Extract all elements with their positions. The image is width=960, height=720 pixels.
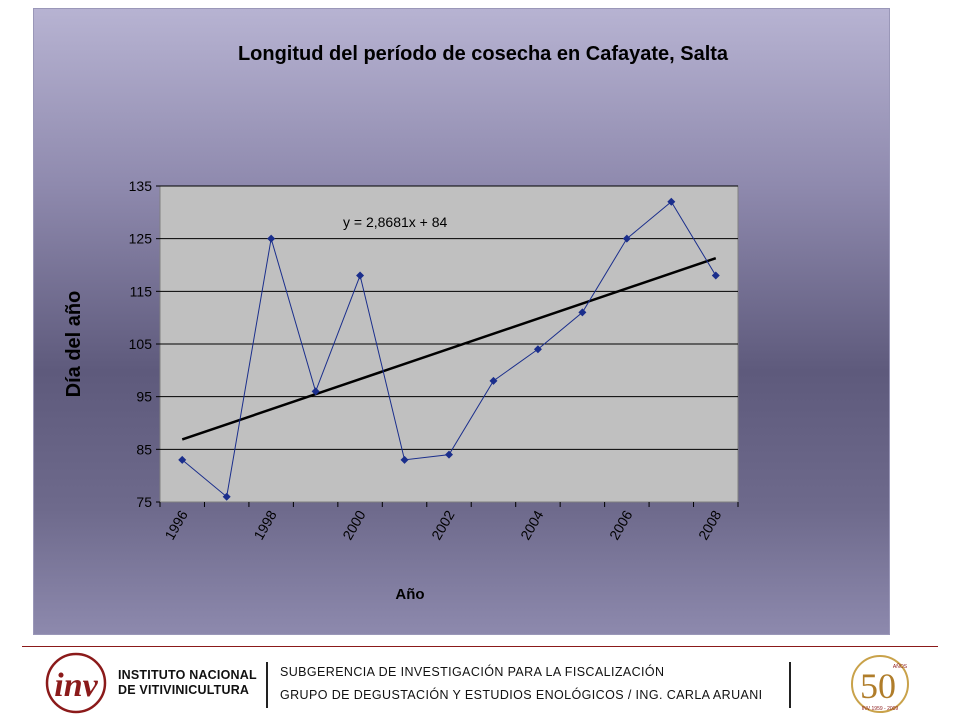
y-tick-label: 125 <box>128 230 152 247</box>
anniversary-logo <box>840 652 920 716</box>
footer-separator-right <box>789 662 791 708</box>
x-tick-label: 1998 <box>250 507 280 543</box>
grupo-text: GRUPO DE DEGUSTACIÓN Y ESTUDIOS ENOLÓGICOS / ING. CARLA ARUANI <box>280 688 763 702</box>
x-tick-label: 2006 <box>606 507 636 543</box>
footer-divider <box>22 646 938 647</box>
x-axis-label: Año <box>395 586 425 603</box>
institute-line-1: INSTITUTO NACIONAL <box>118 668 257 682</box>
inv-logo <box>38 652 114 714</box>
inv-logo-text: inv <box>54 667 98 704</box>
y-tick-label: 85 <box>136 441 152 458</box>
x-tick-label: 1996 <box>161 507 191 543</box>
x-tick-label: 2004 <box>517 507 547 543</box>
chart-title: Longitud del período de cosecha en Cafayate, Salta <box>237 43 729 65</box>
harvest-chart <box>33 8 890 635</box>
x-tick-label: 2002 <box>428 507 458 543</box>
x-tick-label: 2008 <box>694 507 725 543</box>
footer-credits <box>280 661 763 707</box>
anniversary-years: INV 1959 - 2009 <box>861 706 899 712</box>
y-tick-label: 95 <box>136 388 152 405</box>
trendline-equation: y = 2,8681x + 84 <box>343 214 448 230</box>
anniversary-number: 50 <box>860 666 896 706</box>
x-tick-label: 2000 <box>339 507 369 543</box>
institute-line-2: DE VITIVINICULTURA <box>118 683 250 697</box>
subgerencia-text: SUBGERENCIA DE INVESTIGACIÓN PARA LA FISCALIZACIÓN <box>280 665 665 679</box>
y-tick-label: 75 <box>136 494 152 510</box>
institute-name <box>118 668 257 698</box>
y-axis-ticks <box>129 178 160 510</box>
footer-separator-left <box>266 662 268 708</box>
anniversary-word: AÑOS <box>892 664 908 670</box>
x-axis-ticks <box>160 502 738 542</box>
y-axis-label: Día del año <box>63 290 85 398</box>
y-tick-label: 115 <box>129 283 152 300</box>
y-tick-label: 135 <box>128 178 152 194</box>
y-tick-label: 105 <box>128 336 152 352</box>
